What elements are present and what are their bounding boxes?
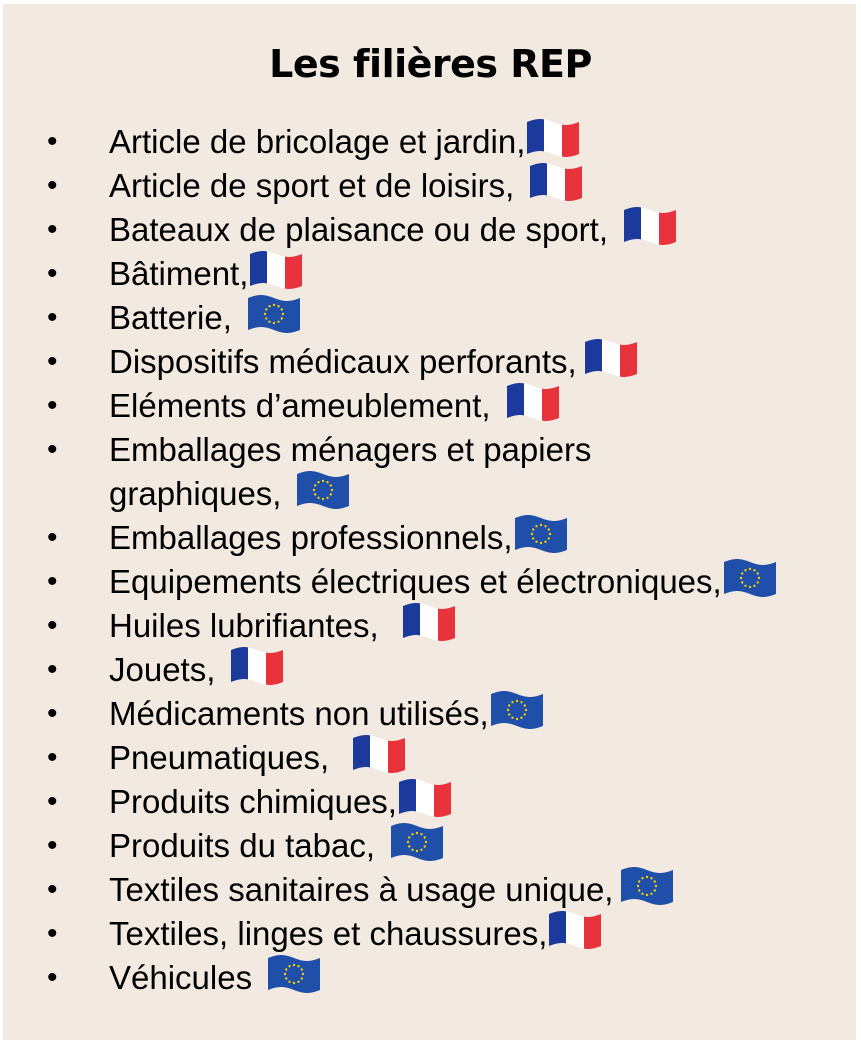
france-flag-icon <box>585 341 637 377</box>
flag-star <box>416 850 418 852</box>
flag-star <box>330 484 332 486</box>
flag-star <box>313 489 315 491</box>
list-item-label: Produits du tabac, <box>109 827 375 864</box>
list-item-label: Pneumatiques, <box>109 739 330 776</box>
bullet-icon: • <box>47 873 58 906</box>
rep-list <box>0 120 861 1000</box>
flag-star <box>651 893 653 895</box>
flag-star <box>318 481 320 483</box>
flag-star <box>327 481 329 483</box>
flag-star <box>314 484 316 486</box>
flag-star <box>408 836 410 838</box>
flag-star <box>646 894 648 896</box>
flag-star <box>273 304 275 306</box>
list-item <box>0 736 861 780</box>
flag-star <box>756 581 758 583</box>
list-item-label: Article de sport et de loisirs, <box>109 167 515 204</box>
bullet-icon: • <box>47 785 58 818</box>
france-flag-icon <box>231 649 283 685</box>
flag-star <box>740 577 742 579</box>
flag-band <box>542 386 559 421</box>
flag-star <box>654 880 656 882</box>
eu-flag-icon <box>391 825 443 861</box>
flag-star <box>637 885 639 887</box>
flag-star <box>285 968 287 970</box>
list-item-label: Jouets, <box>109 651 216 688</box>
flag-star <box>646 876 648 878</box>
list-item <box>0 120 861 164</box>
flag-band <box>267 251 285 288</box>
flag-field <box>491 691 543 729</box>
flag-star <box>322 480 324 482</box>
flag-star <box>301 977 303 979</box>
bullet-icon: • <box>47 565 58 598</box>
flag-band <box>549 911 566 946</box>
flag-star <box>302 973 304 975</box>
flag-star <box>642 893 644 895</box>
flag-star <box>547 537 549 539</box>
eu-flag-icon <box>724 561 776 597</box>
flag-star <box>265 308 267 310</box>
flag-band <box>388 738 405 773</box>
flag-star <box>314 493 316 495</box>
list-item <box>0 164 861 208</box>
bullet-icon: • <box>47 257 58 290</box>
flag-band <box>434 782 451 817</box>
flag-star <box>523 704 525 706</box>
flag-field <box>248 295 300 333</box>
france-flag-icon <box>530 165 582 201</box>
flag-star <box>506 709 508 711</box>
flag-star <box>539 542 541 544</box>
flag-field <box>391 823 443 861</box>
list-item-label: Equipements électriques et électroniques, <box>109 563 722 600</box>
flag-star <box>749 568 751 570</box>
flag-band <box>620 342 637 377</box>
flag-star <box>539 524 541 526</box>
flag-star <box>277 305 279 307</box>
flag-band <box>584 914 601 949</box>
list-item <box>0 692 861 736</box>
flag-star <box>749 586 751 588</box>
bullet-icon: • <box>47 345 58 378</box>
flag-star <box>758 577 760 579</box>
flag-star <box>508 713 510 715</box>
flag-star <box>288 981 290 983</box>
flag-band <box>399 779 416 814</box>
flag-field <box>268 955 320 993</box>
list-item-label: Eléments d’ameublement, <box>109 387 491 424</box>
france-flag-icon <box>507 385 559 421</box>
flag-star <box>753 585 755 587</box>
list-item <box>0 604 861 648</box>
flag-band <box>266 650 283 685</box>
flag-star <box>524 709 526 711</box>
flag-band <box>420 603 438 640</box>
flag-band <box>585 339 602 374</box>
flag-star <box>511 701 513 703</box>
list-item <box>0 208 861 252</box>
flag-band <box>566 911 584 948</box>
list-item-label: Bâtiment, <box>109 255 249 292</box>
flag-star <box>322 498 324 500</box>
bullet-icon: • <box>47 917 58 950</box>
list-item <box>0 780 861 824</box>
flag-star <box>408 845 410 847</box>
flag-star <box>753 569 755 571</box>
list-item <box>0 516 861 560</box>
list-item-label: Dispositifs médicaux perforants, <box>109 343 577 380</box>
list-item-label: Médicaments non utilisés, <box>109 695 489 732</box>
eu-flag-icon <box>297 473 349 509</box>
flag-star <box>642 877 644 879</box>
flag-star <box>425 841 427 843</box>
list-item-label: Textiles sanitaires à usage unique, <box>109 871 614 908</box>
flag-star <box>331 489 333 491</box>
flag-star <box>523 713 525 715</box>
flag-band <box>659 210 676 245</box>
bullet-icon: • <box>47 213 58 246</box>
flag-star <box>273 322 275 324</box>
france-flag-icon <box>403 605 455 641</box>
list-item-label: Emballages ménagers et papiers graphiques, <box>109 431 592 512</box>
list-item-label: Batterie, <box>109 299 232 336</box>
list-item-label: Produits chimiques, <box>109 783 397 820</box>
flag-star <box>297 965 299 967</box>
flag-star <box>264 313 266 315</box>
flag-star <box>411 849 413 851</box>
flag-band <box>248 647 266 684</box>
flag-star <box>530 533 532 535</box>
flag-star <box>756 572 758 574</box>
flag-star <box>532 528 534 530</box>
flag-star <box>280 308 282 310</box>
flag-star <box>297 981 299 983</box>
flag-star <box>651 877 653 879</box>
eu-flag-icon <box>515 517 567 553</box>
list-item <box>0 824 861 868</box>
flag-star <box>420 833 422 835</box>
list-item <box>0 868 861 912</box>
list-item <box>0 648 861 692</box>
france-flag-icon <box>624 209 676 245</box>
flag-star <box>318 497 320 499</box>
flag-star <box>508 704 510 706</box>
flag-band <box>250 251 267 286</box>
france-flag-icon <box>527 121 579 157</box>
flag-star <box>744 585 746 587</box>
flag-band <box>602 339 620 376</box>
list-item-label: Huiles lubrifiantes, <box>109 607 379 644</box>
list-item <box>0 428 669 516</box>
page-title: Les filières REP <box>269 42 592 86</box>
flag-band <box>547 163 565 200</box>
flag-band <box>565 166 582 201</box>
flag-band <box>562 122 579 157</box>
flag-band <box>530 163 547 198</box>
flag-star <box>424 845 426 847</box>
flag-star <box>544 525 546 527</box>
flag-star <box>265 317 267 319</box>
flag-band <box>416 779 434 816</box>
list-item-label: Article de bricolage et jardin, <box>109 123 526 160</box>
flag-star <box>638 880 640 882</box>
flag-band <box>370 735 388 772</box>
flag-star <box>330 493 332 495</box>
flag-star <box>285 977 287 979</box>
flag-band <box>507 383 524 418</box>
flag-star <box>547 528 549 530</box>
flag-star <box>638 889 640 891</box>
flag-band <box>231 647 248 682</box>
flag-star <box>535 525 537 527</box>
flag-star <box>744 569 746 571</box>
flag-band <box>524 383 542 420</box>
eu-flag-icon <box>491 693 543 729</box>
flag-star <box>515 700 517 702</box>
flag-star <box>515 718 517 720</box>
list-item <box>0 912 861 956</box>
eu-flag-icon <box>268 957 320 993</box>
flag-star <box>741 581 743 583</box>
flag-star <box>282 313 284 315</box>
france-flag-icon <box>353 737 405 773</box>
list-item-label: Véhicules <box>109 959 253 996</box>
list-item <box>0 340 861 384</box>
flag-star <box>416 832 418 834</box>
flag-star <box>277 321 279 323</box>
list-item <box>0 560 861 604</box>
flag-star <box>293 964 295 966</box>
flag-star <box>544 541 546 543</box>
flag-band <box>544 119 562 156</box>
flag-star <box>301 968 303 970</box>
flag-field <box>515 515 567 553</box>
bullet-icon: • <box>47 829 58 862</box>
flag-star <box>284 973 286 975</box>
bullet-icon: • <box>47 653 58 686</box>
flag-star <box>293 982 295 984</box>
flag-field <box>724 559 776 597</box>
flag-star <box>411 833 413 835</box>
list-item-label: Emballages professionnels, <box>109 519 513 556</box>
flag-band <box>438 606 455 641</box>
list-item <box>0 384 861 428</box>
bullet-icon: • <box>47 169 58 202</box>
france-flag-icon <box>549 913 601 949</box>
flag-star <box>655 885 657 887</box>
france-flag-icon <box>250 253 302 289</box>
bullet-icon: • <box>47 961 58 994</box>
bullet-icon: • <box>47 301 58 334</box>
bullet-icon: • <box>47 697 58 730</box>
flag-star <box>520 701 522 703</box>
flag-star <box>741 572 743 574</box>
flag-band <box>527 119 544 154</box>
eu-flag-icon <box>621 869 673 905</box>
flag-star <box>535 541 537 543</box>
eu-flag-icon <box>248 297 300 333</box>
flag-star <box>268 321 270 323</box>
flag-field <box>297 471 349 509</box>
bullet-icon: • <box>47 125 58 158</box>
flag-field <box>621 867 673 905</box>
flag-star <box>424 836 426 838</box>
bullet-icon: • <box>47 741 58 774</box>
flag-star <box>407 841 409 843</box>
list-item <box>0 956 861 1000</box>
list-item <box>0 296 861 340</box>
flag-band <box>403 603 420 638</box>
flag-star <box>548 533 550 535</box>
bullet-icon: • <box>47 521 58 554</box>
flag-band <box>285 254 302 289</box>
list-item-label: Textiles, linges et chaussures, <box>109 915 548 952</box>
flag-star <box>327 497 329 499</box>
bullet-icon: • <box>47 389 58 422</box>
france-flag-icon <box>399 781 451 817</box>
flag-star <box>511 717 513 719</box>
list-item <box>0 252 861 296</box>
list-item-label: Bateaux de plaisance ou de sport, <box>109 211 609 248</box>
flag-star <box>280 317 282 319</box>
flag-star <box>520 717 522 719</box>
flag-star <box>420 849 422 851</box>
bullet-icon: • <box>47 609 58 642</box>
flag-star <box>288 965 290 967</box>
flag-band <box>624 207 641 242</box>
flag-band <box>353 735 370 770</box>
flag-star <box>532 537 534 539</box>
flag-star <box>268 305 270 307</box>
bullet-icon: • <box>47 433 58 466</box>
flag-star <box>654 889 656 891</box>
flag-band <box>641 207 659 244</box>
